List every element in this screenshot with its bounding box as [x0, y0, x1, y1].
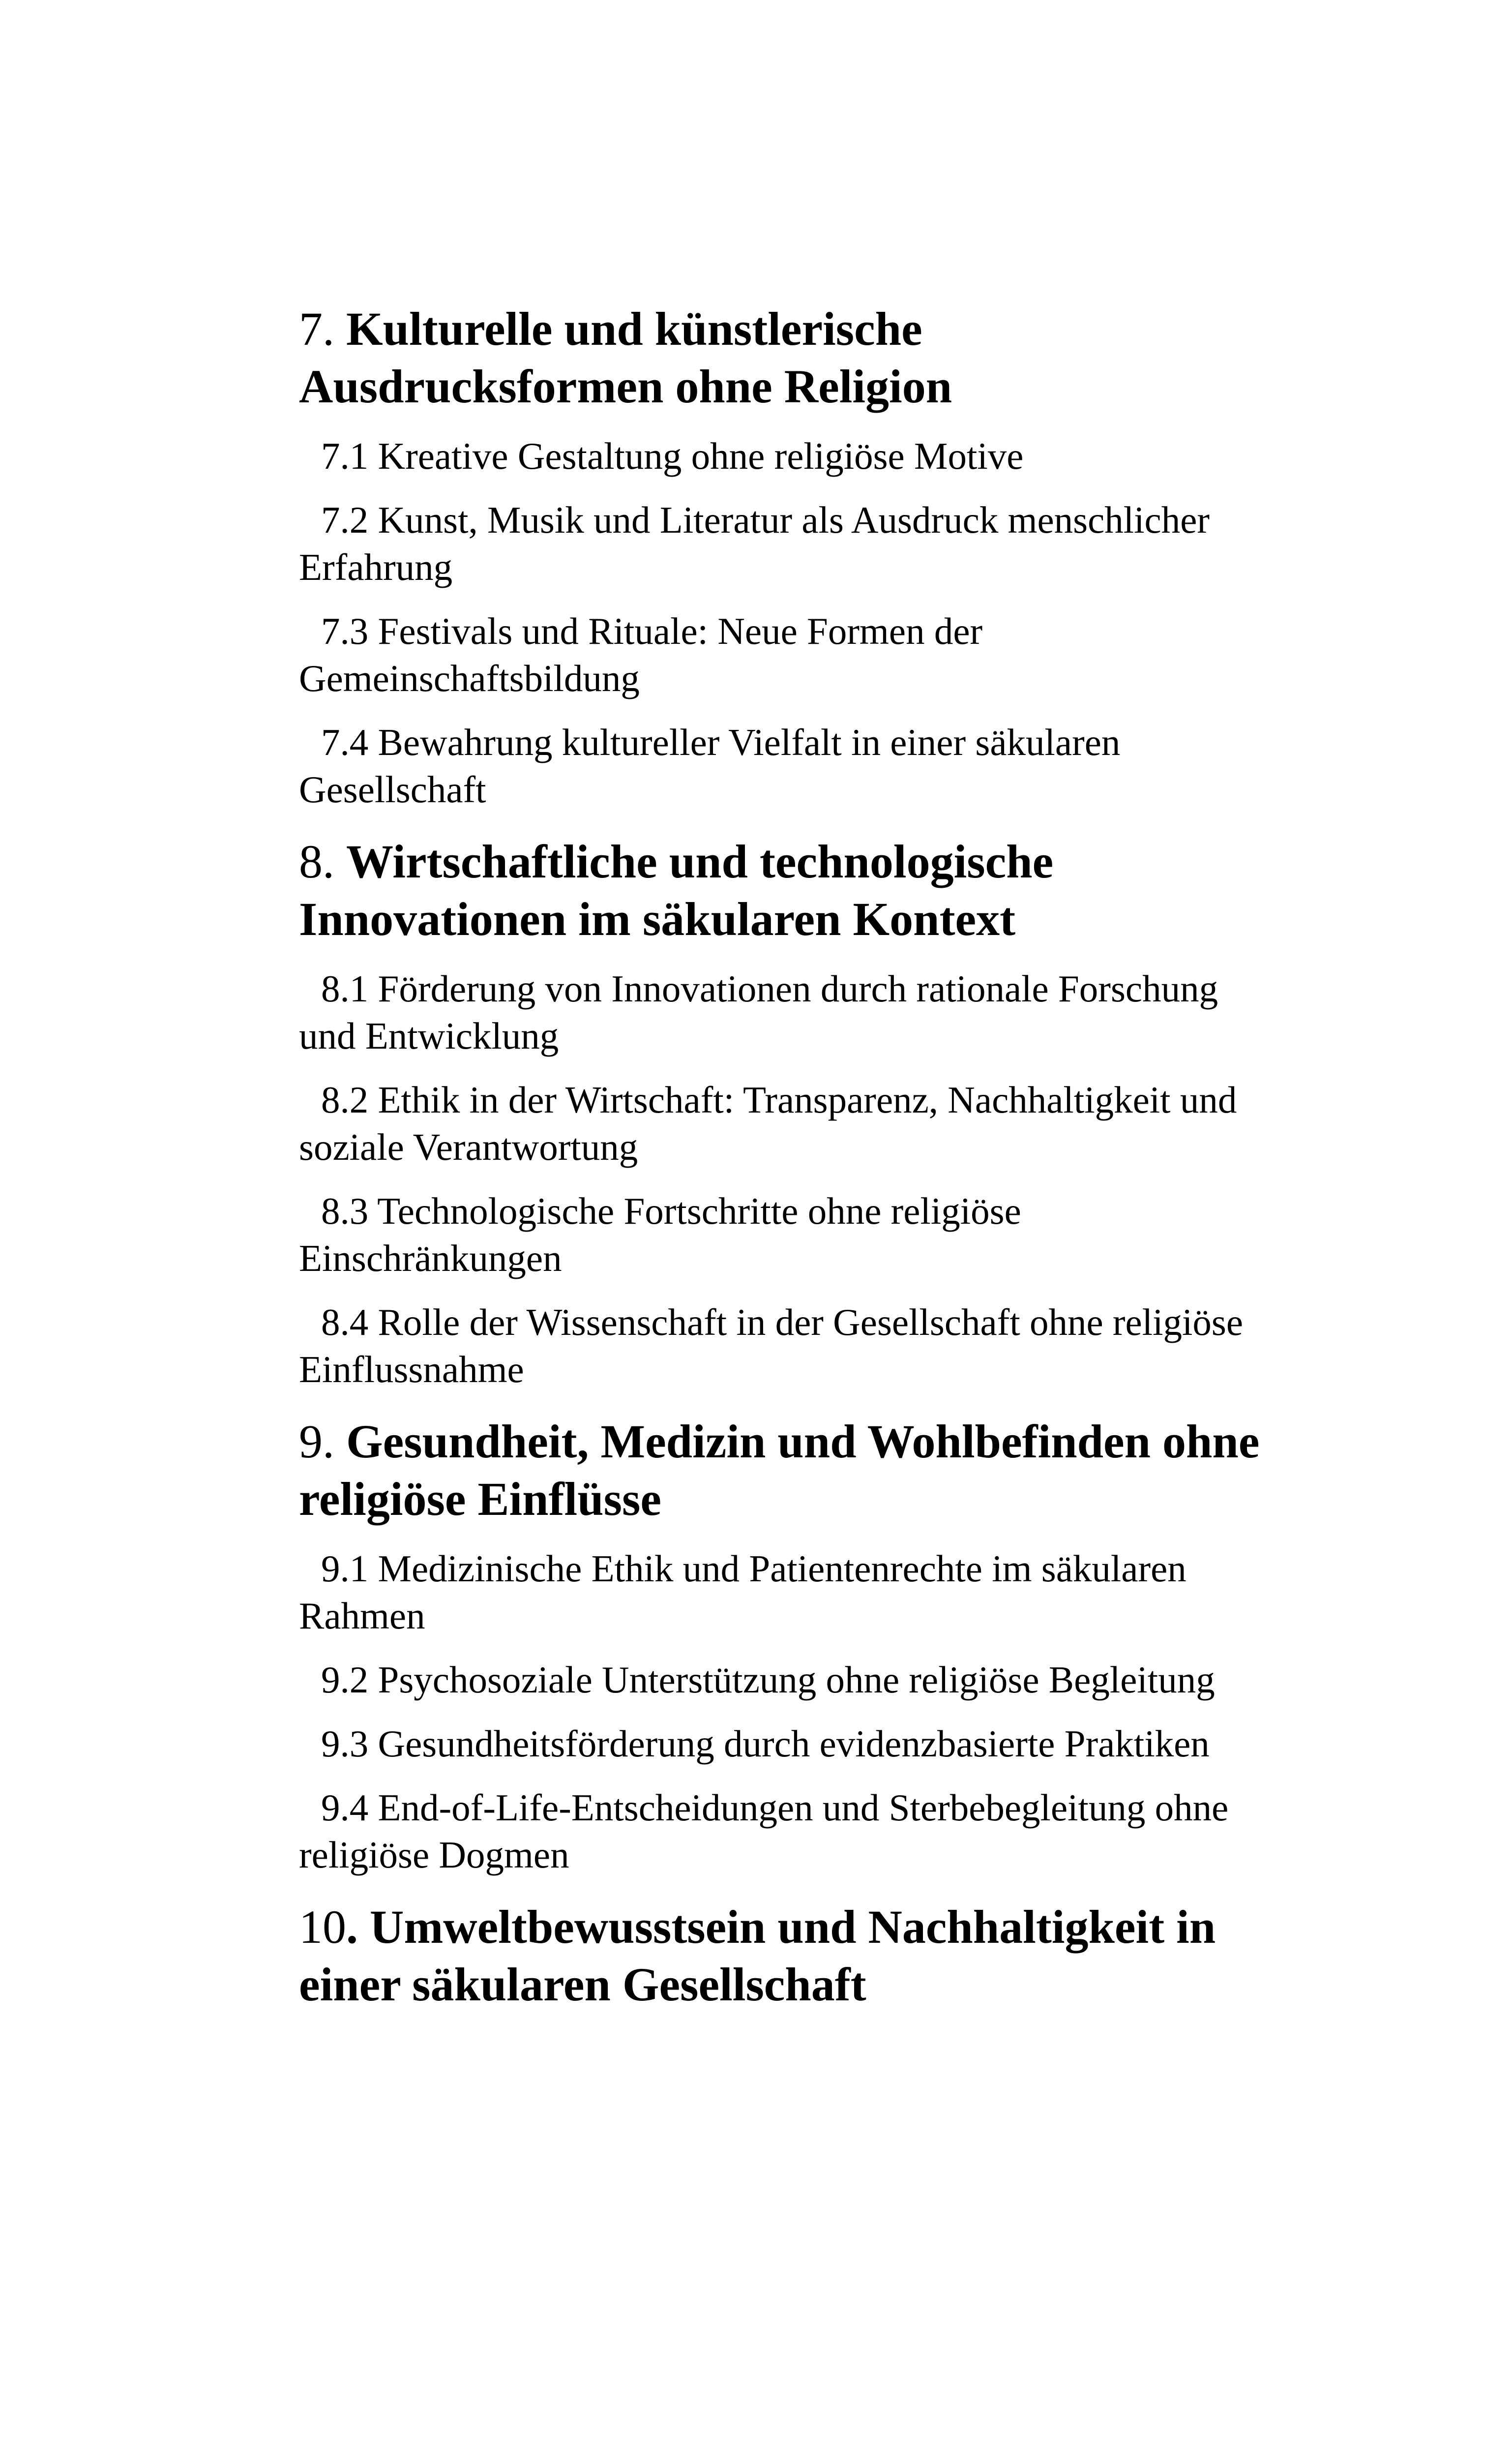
chapter-number: 10: [299, 1900, 346, 1953]
chapter-heading-10: [299, 1898, 1263, 2013]
toc-entry-7-3: 7.3 Festivals und Rituale: Neue Formen der Gemeinschaftsbildung: [299, 610, 983, 699]
toc-entry-7-2: 7.2 Kunst, Musik und Literatur als Ausdruck menschlicher Erfahrung: [299, 499, 1210, 588]
toc-entry-9-3: 9.3 Gesundheitsförderung durch evidenzbasierte Praktiken: [321, 1722, 1210, 1765]
chapter-heading-9: [299, 1413, 1263, 1528]
chapter-title: Gesundheit, Medizin und Wohlbefinden ohne religiöse Einflüsse: [299, 1415, 1260, 1525]
chapter-number: 7.: [299, 302, 334, 355]
chapter-number: 9.: [299, 1415, 334, 1468]
toc-entry-9-4: 9.4 End-of-Life-Entscheidungen und Sterbebegleitung ohne religiöse Dogmen: [299, 1786, 1229, 1876]
toc-entry-8-4: 8.4 Rolle der Wissenschaft in der Gesellschaft ohne religiöse Einflussnahme: [299, 1301, 1244, 1390]
toc-entry-9-1: 9.1 Medizinische Ethik und Patientenrechte im säkularen Rahmen: [299, 1547, 1186, 1637]
chapter-title: Wirtschaftliche und technologische Innovationen im säkularen Kontext: [299, 835, 1054, 945]
table-of-contents: [299, 300, 1263, 2030]
chapter-number: 8.: [299, 835, 334, 888]
chapter-title: . Umweltbewusstsein und Nachhaltigkeit in einer säkularen Gesellschaft: [299, 1900, 1216, 2011]
toc-entry-8-3: 8.3 Technologische Fortschritte ohne religiöse Einschränkungen: [299, 1190, 1021, 1279]
toc-entry-9-2: 9.2 Psychosoziale Unterstützung ohne religiöse Begleitung: [321, 1659, 1215, 1701]
toc-entry-7-1: 7.1 Kreative Gestaltung ohne religiöse Motive: [321, 435, 1024, 477]
toc-entry-8-1: 8.1 Förderung von Innovationen durch rationale Forschung und Entwicklung: [299, 967, 1218, 1057]
toc-entry-8-2: 8.2 Ethik in der Wirtschaft: Transparenz, Nachhaltigkeit und soziale Verantwortung: [299, 1079, 1237, 1168]
chapter-heading-7: [299, 300, 1263, 415]
chapter-heading-8: [299, 833, 1263, 948]
toc-entry-7-4: 7.4 Bewahrung kultureller Vielfalt in einer säkularen Gesellschaft: [299, 721, 1121, 811]
chapter-title: Kulturelle und künstlerische Ausdrucksformen ohne Religion: [299, 302, 952, 413]
